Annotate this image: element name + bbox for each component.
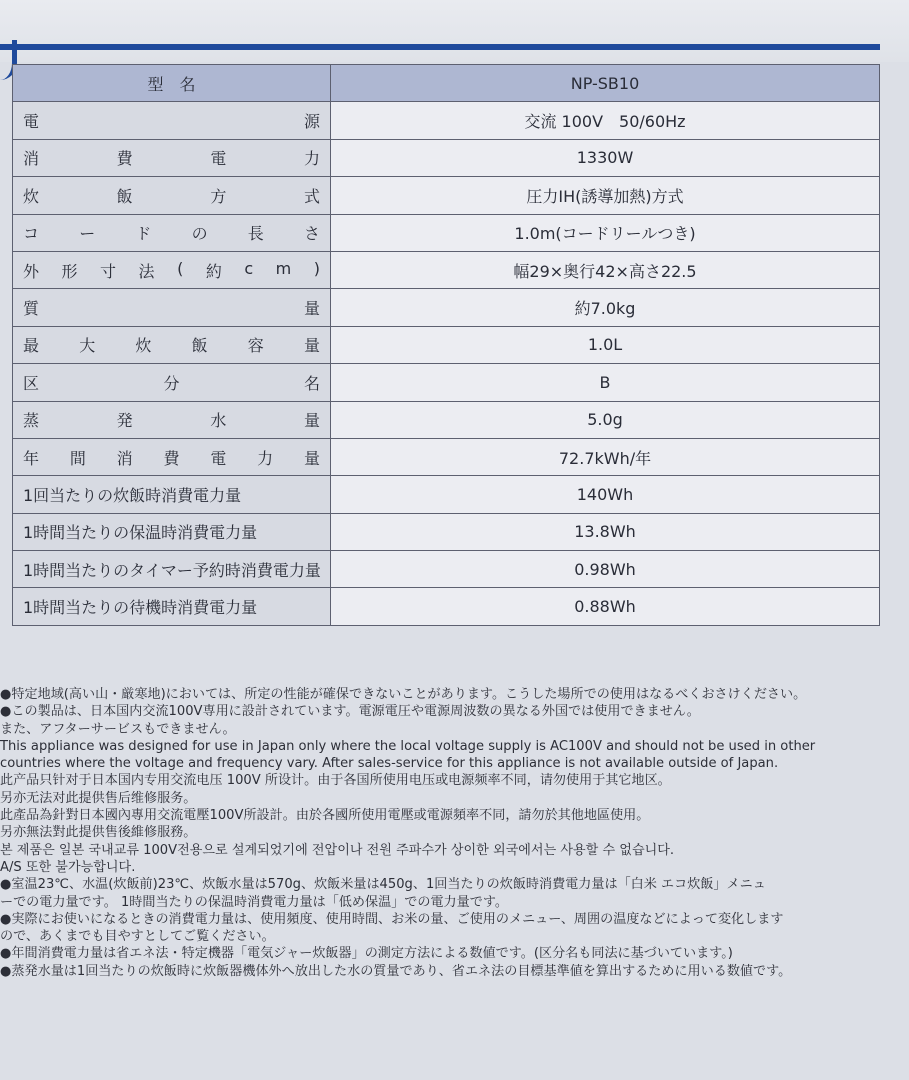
spec-row — [13, 438, 880, 475]
spec-value: 72.7kWh/年 — [331, 438, 880, 475]
spec-row — [13, 214, 880, 251]
spec-row — [13, 326, 880, 363]
note-line: 此產品為針對日本國內專用交流電壓100V所設計。由於各國所使用電壓或電源頻率不同，請勿於其他地區使用。 — [0, 808, 650, 824]
spec-label-text: 1回当たりの炊飯時消費電力量 — [23, 485, 242, 505]
spec-value: B — [331, 364, 880, 401]
spec-row — [13, 588, 880, 625]
spec-value: 13.8Wh — [331, 513, 880, 550]
note-line: ●この製品は、日本国内交流100V専用に設計されています。電源電圧や電源周波数の異なる外国では使用できません。 — [0, 704, 700, 720]
note-line: ●実際にお使いになるときの消費電力量は、使用頻度、使用時間、お米の量、ご使用のメニュー、周囲の温度などによって変化します — [0, 911, 784, 927]
spec-value: 約7.0kg — [331, 289, 880, 326]
note-line: ●特定地域(高い山・厳寒地)においては、所定の性能が確保できないことがあります。こうした場所での使用はなるべくおさけください。 — [0, 687, 807, 702]
spec-value: 0.98Wh — [331, 551, 880, 588]
spec-label — [13, 251, 331, 288]
spec-label-text: 質 量 — [23, 299, 320, 319]
spec-header-row — [13, 65, 880, 102]
spec-label-text: 外 形 寸 法 ( 約 c m ) — [23, 258, 320, 281]
model-label-text: 型 名 — [147, 74, 196, 94]
spec-label-text: 1時間当たりのタイマー予約時消費電力量 — [23, 560, 321, 580]
spec-row — [13, 139, 880, 176]
spec-header-label — [13, 65, 331, 102]
spec-row — [13, 177, 880, 214]
spec-table — [12, 64, 880, 626]
spec-value: 1.0m(コードリールつき) — [331, 214, 880, 251]
spec-label-text: 電 源 — [23, 112, 320, 132]
spec-value: 1.0L — [331, 326, 880, 363]
spec-label — [13, 102, 331, 139]
spec-value: 幅29×奥行42×高さ22.5 — [331, 251, 880, 288]
note-line: A/S 또한 불가능합니다. — [0, 859, 136, 875]
note-line: countries where the voltage and frequency vary. After sales-service for this appliance is not available outside of Japan. — [0, 756, 779, 772]
spec-label — [13, 177, 331, 214]
spec-value: 5.0g — [331, 401, 880, 438]
spec-row — [13, 102, 880, 139]
note-line: 此产品只针对于日本国内专用交流电压 100V 所设计。由于各国所使用电压或电源频率不同，请勿使用于其它地区。 — [0, 773, 671, 789]
spec-row — [13, 551, 880, 588]
spec-label-text: 1時間当たりの待機時消費電力量 — [23, 598, 258, 618]
note-line: ーでの電力量です。 1時間当たりの保温時消費電力量は「低め保温」での電力量です。 — [0, 894, 508, 910]
spec-value: 0.88Wh — [331, 588, 880, 625]
spec-label — [13, 476, 331, 513]
spec-value: 140Wh — [331, 476, 880, 513]
spec-label-text: 蒸 発 水 量 — [23, 411, 320, 431]
spec-label — [13, 401, 331, 438]
spec-label-text: 区 分 名 — [23, 373, 320, 393]
spec-label — [13, 326, 331, 363]
blue-header-rule — [0, 44, 880, 50]
spec-label-text: コ ー ド の 長 さ — [23, 224, 320, 244]
note-line: 另亦無法對此提供售後維修服務。 — [0, 825, 197, 841]
note-line: また、アフターサービスもできません。 — [0, 721, 236, 737]
spec-header-value: NP-SB10 — [331, 65, 880, 102]
note-line: 另亦无法对此提供售后维修服务。 — [0, 790, 197, 806]
spec-row — [13, 476, 880, 513]
note-line: 본 제품은 일본 국내교류 100V전용으로 설계되었기에 전압이나 전원 주파수가 상이한 외국에서는 사용할 수 없습니다. — [0, 842, 675, 858]
spec-label — [13, 364, 331, 401]
spec-value: 交流 100V 50/60Hz — [331, 102, 880, 139]
spec-row — [13, 364, 880, 401]
spec-label-text: 消 費 電 力 — [23, 149, 320, 169]
spec-row — [13, 401, 880, 438]
spec-label — [13, 438, 331, 475]
page-top-margin — [0, 0, 909, 62]
spec-value: 1330W — [331, 139, 880, 176]
spec-label-text: 最 大 炊 飯 容 量 — [23, 336, 320, 356]
note-line: This appliance was designed for use in Japan only where the local voltage supply is AC100V and should not be used in other — [0, 738, 816, 754]
spec-row — [13, 251, 880, 288]
spec-value: 圧力IH(誘導加熱)方式 — [331, 177, 880, 214]
note-line: ●年間消費電力量は省エネ法・特定機器「電気ジャー炊飯器」の測定方法による数値です。(区分名も同法に基づいています。) — [0, 946, 733, 962]
spec-label — [13, 588, 331, 625]
note-line: ●蒸発水量は1回当たりの炊飯時に炊飯器機体外へ放出した水の質量であり、省エネ法の目標基準値を算出するために用いる数値です。 — [0, 963, 792, 979]
notes-section — [0, 686, 909, 980]
spec-label-text: 1時間当たりの保温時消費電力量 — [23, 523, 258, 543]
spec-label-text: 炊 飯 方 式 — [23, 186, 320, 206]
spec-row — [13, 513, 880, 550]
spec-label — [13, 214, 331, 251]
spec-row — [13, 289, 880, 326]
spec-label — [13, 513, 331, 550]
note-line: ●室温23℃、水温(炊飯前)23℃、炊飯水量は570g、炊飯米量は450g、1回当たりの炊飯時消費電力量は「白米 エコ炊飯」メニュ — [0, 877, 766, 893]
spec-label — [13, 551, 331, 588]
spec-label — [13, 289, 331, 326]
note-line: ので、あくまでも目やすとしてご覧ください。 — [0, 929, 275, 945]
spec-label-text: 年 間 消 費 電 力 量 — [23, 448, 320, 468]
spec-label — [13, 139, 331, 176]
